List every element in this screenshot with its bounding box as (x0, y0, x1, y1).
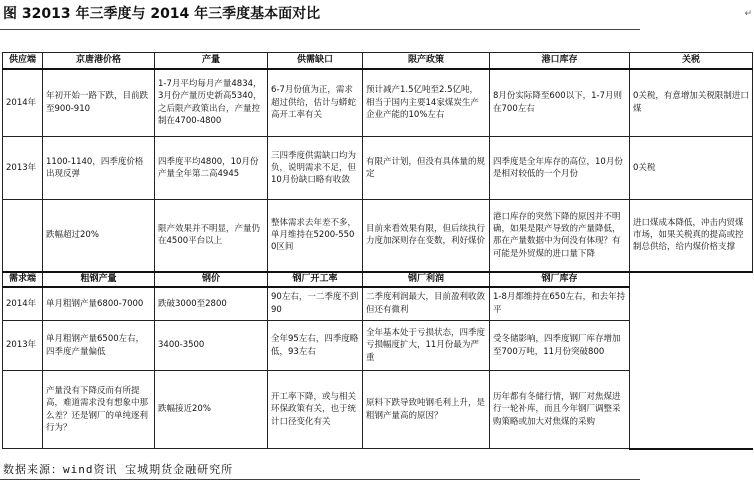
table-cell: 90左右，一二季度不到90 (268, 287, 363, 321)
table-cell: 年初开始一路下跌，目前跌至900-910 (43, 69, 155, 137)
demand-header-row (3, 272, 753, 287)
table-cell: 产量没有下降反而有所提高，难道需求没有想象中那么差？还是钢厂的单纯逐利行为？ (43, 371, 155, 449)
supply-row-2014 (3, 69, 753, 137)
table-cell: 6-7月份值为正，需求超过供给，估计与蟒蛇高开工率有关 (268, 69, 363, 137)
table-cell: 3400-3500 (155, 321, 268, 371)
year-cell (3, 371, 43, 449)
supply-header-cell: 供应端 (3, 53, 43, 69)
table-cell: 单月粗钢产量6500左右，四季度产量偏低 (43, 321, 155, 371)
table-cell: 开工率下降，或与相关环保政策有关，也于统计口径变化有关 (268, 371, 363, 449)
demand-header-cell: 钢厂利润 (363, 272, 490, 287)
table-cell: 历年都有冬储行情，钢厂对焦煤进行一轮补库，而且今年钢厂调整采购策略或加大对焦煤的采购 (490, 371, 630, 449)
year-cell: 2014年 (3, 69, 43, 137)
table-cell: 8月份实际降至600以下，1-7月则在700左右 (490, 69, 630, 137)
table-cell: 0关税，有意增加关税限制进口煤 (630, 69, 753, 137)
table-cell: 进口煤成本降低，冲击内贸煤市场，如果关税真的提高或控制总供给，给内煤价格支撑 (630, 200, 753, 272)
source-divider (0, 479, 640, 480)
year-cell: 2013年 (3, 321, 43, 371)
paragraph-mark: ↵ (744, 9, 752, 19)
comparison-table (2, 52, 753, 450)
table-cell: 二季度利润最大，目前盈利收敛但还有微利 (363, 287, 490, 321)
demand-header-cell: 需求端 (3, 272, 43, 287)
demand-header-cell: 钢厂开工率 (268, 272, 363, 287)
supply-header-cell: 港口库存 (490, 53, 630, 69)
table-cell: 原料下跌导致吨钢毛利上升，是粗钢产量高的原因？ (363, 371, 490, 449)
table-cell: 跌幅超过20% (43, 200, 155, 272)
figure-title: 图 32013 年三季度与 2014 年三季度基本面对比 (3, 6, 321, 22)
demand-header-cell: 钢厂库存 (490, 272, 630, 287)
year-cell: 2014年 (3, 287, 43, 321)
supply-header-cell: 京唐港价格 (43, 53, 155, 69)
year-cell: 2013年 (3, 137, 43, 200)
table-cell: 预计减产1.5亿吨至2.5亿吨，相当于国内主要14家煤炭生产企业产能的10%左右 (363, 69, 490, 137)
demand-header-cell: 粗钢产量 (43, 272, 155, 287)
year-cell (3, 200, 43, 272)
table-cell: 1-7月平均每月产量4834，3月份产量历史新高5340，之后限产政策出台，产量控制在4700-4800 (155, 69, 268, 137)
table-cell: 四季度是全年库存的高位，10月份是相对较低的一个月份 (490, 137, 630, 200)
supply-header-cell: 供需缺口 (268, 53, 363, 69)
supply-row-2013 (3, 137, 753, 200)
table-cell: 全年基本处于亏损状态，四季度亏损幅度扩大，11月份最为严重 (363, 321, 490, 371)
title-divider (0, 29, 640, 30)
table-cell: 目前来看效果有限，但后续执行力度加深则存在变数，利好煤价 (363, 200, 490, 272)
supply-header-cell: 限产政策 (363, 53, 490, 69)
table-cell: 受冬储影响，四季度钢厂库存增加至700万吨，11月份突破800 (490, 321, 630, 371)
table-cell: 三四季度供需缺口均为负，说明需求不足，但10月份缺口略有收敛 (268, 137, 363, 200)
supply-header-cell: 关税 (630, 53, 753, 69)
table-cell: 整体需求去年差不多，单月维持在5200-5500区间 (268, 200, 363, 272)
table-cell: 跌幅接近20% (155, 371, 268, 449)
table-cell: 跌破3000至2800 (155, 287, 268, 321)
table-cell: 0关税 (630, 137, 753, 200)
table-cell: 1-8月都维持在650左右，和去年持平 (490, 287, 630, 321)
supply-header-cell: 产量 (155, 53, 268, 69)
table-cell: 单月粗钢产量6800-7000 (43, 287, 155, 321)
supply-row-comment (3, 200, 753, 272)
table-cell: 全年95左右，四季度略低，93左右 (268, 321, 363, 371)
table-cell: 四季度平均4800，10月份产量全年第二高4945 (155, 137, 268, 200)
empty-area (630, 272, 753, 449)
table-cell: 港口库存的突然下降的原因并不明确，如果是限产导致的产量降低，那在产量数据中为何没有体现？有可能是外贸煤的进口量下降 (490, 200, 630, 272)
data-source: 数据来源：wind资讯 宝城期货金融研究所 (3, 463, 234, 476)
supply-header-row (3, 53, 753, 69)
table-cell: 限产效果并不明显，产量仍在4500平台以上 (155, 200, 268, 272)
table-cell: 1100-1140，四季度价格出现反弹 (43, 137, 155, 200)
demand-header-cell: 钢价 (155, 272, 268, 287)
table-cell: 有限产计划，但没有具体量的规定 (363, 137, 490, 200)
